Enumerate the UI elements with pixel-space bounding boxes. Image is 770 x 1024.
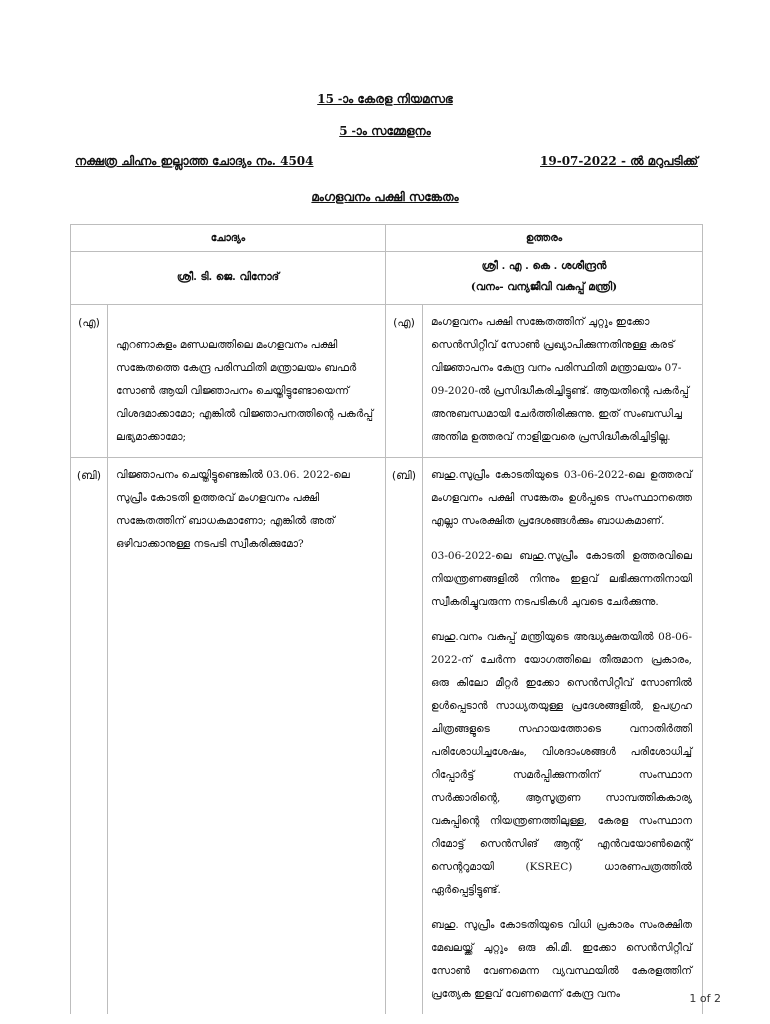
table-header-row bbox=[71, 225, 703, 252]
qa-table bbox=[70, 224, 703, 1014]
question-text: വിജ്ഞാപനം ചെയ്തിട്ടുണ്ടെങ്കിൽ 03.06. 2022-ലെ സുപ്രീം കോടതി ഉത്തരവ് മംഗളവനം പക്ഷി സങ്കേതത്തിന് ബാധകമാണോ; എങ്കിൽ അത് ഒഴിവാക്കാനുള്ള നടപടി സ്വീകരിക്കുമോ? bbox=[108, 458, 386, 1015]
assembly-title: 15 -ാം കേരള നിയമസഭ bbox=[317, 92, 453, 106]
table-row bbox=[71, 305, 703, 458]
question-label: (ബി) bbox=[71, 458, 108, 1015]
question-number: നക്ഷത്ര ചിഹ്നം ഇല്ലാത്ത ചോദ്യം നം. 4504 bbox=[75, 154, 314, 168]
question-text: എറണാകുളം മണ്ഡലത്തിലെ മംഗളവനം പക്ഷി സങ്കേതത്തെ കേന്ദ്ര പരിസ്ഥിതി മന്ത്രാലയം ബഫർ സോൺ ആയി വിജ്ഞാപനം ചെയ്തിട്ടുണ്ടോയെന്ന് വിശദമാക്കാമോ; എങ്കിൽ വിജ്ഞാപനത്തിന്റെ പകർപ്പ് ലഭ്യമാക്കാമോ; bbox=[108, 305, 386, 458]
answer-paragraph: മംഗളവനം പക്ഷി സങ്കേതത്തിന് ചുറ്റും ഇക്കോ സെൻസിറ്റീവ് സോൺ പ്രഖ്യാപിക്കുന്നതിനുള്ള കരട് വിജ്ഞാപനം കേന്ദ്ര വനം പരിസ്ഥിതി മന്ത്രാലയം 07-09-2020-ൽ പ്രസിദ്ധീകരിച്ചിട്ടുണ്ട്. ആയതിന്റെ പകർപ്പ് അനുബന്ധമായി ചേർത്തിരിക്കുന്നു. ഇത് സംബന്ധിച്ച അന്തിമ ഉത്തരവ് നാളിതുവരെ പ്രസിദ്ധീകരിച്ചിട്ടില്ല. bbox=[431, 316, 689, 443]
answer-paragraph: ബഹു.സുപ്രീം കോടതിയുടെ 03-06-2022-ലെ ഉത്തരവ് മംഗളവനം പക്ഷി സങ്കേതം ഉൾപ്പടെ സംസ്ഥാനത്തെ എല്ലാ സംരക്ഷിത പ്രദേശങ്ങൾക്കും ബാധകമാണ്. bbox=[431, 469, 692, 527]
answer-column-header: ഉത്തരം bbox=[386, 225, 703, 252]
asked-by: ശ്രീ. ടി. ജെ. വിനോദ് bbox=[71, 252, 386, 305]
question-column-header: ചോദ്യം bbox=[71, 225, 386, 252]
answer-cell bbox=[423, 305, 703, 458]
subject-title: മംഗളവനം പക്ഷി സങ്കേതം bbox=[311, 190, 459, 204]
answer-cell bbox=[423, 458, 703, 1015]
answer-paragraph: ബഹു.വനം വകുപ്പ് മന്ത്രിയുടെ അദ്ധ്യക്ഷതയിൽ 08-06-2022-ന് ചേർന്ന യോഗത്തിലെ തീരുമാന പ്രകാരം, ഒരു കിലോ മീറ്റർ ഇക്കോ സെൻസിറ്റീവ് സോണിൽ ഉൾപ്പെടാൻ സാധ്യതയുള്ള പ്രദേശങ്ങളിൽ, ഉപഗ്രഹ ചിത്രങ്ങളുടെ സഹായത്തോടെ വനാതിർത്തി പരിശോധിച്ചശേഷം, വിശദാംശങ്ങൾ പരിശോധിച്ച് റിപ്പോർട്ട് സമർപ്പിക്കുന്നതിന് സംസ്ഥാന സർക്കാരിന്റെ, ആസൂത്രണ സാമ്പത്തികകാര്യ വകുപ്പിന്റെ നിയന്ത്രണത്തിലുള്ള, കേരള സംസ്ഥാന റിമോട്ട് സെൻസിങ് ആന്റ് എൻവയോൺമെന്റ് സെന്ററുമായി (KSREC) ധാരണപത്രത്തിൽ ഏർപ്പെട്ടിട്ടുണ്ട്. bbox=[431, 631, 692, 896]
names-row bbox=[71, 252, 703, 305]
answer-date: 19-07-2022 - ൽ മറുപടിക്ക് bbox=[540, 154, 698, 168]
session-title: 5 -ാം സമ്മേളനം bbox=[339, 124, 431, 138]
page-number: 1 of 2 bbox=[689, 992, 721, 1005]
answered-by-cell bbox=[386, 252, 703, 305]
minister-role: (വനം- വന്യജീവി വകുപ്പ് മന്ത്രി) bbox=[470, 281, 618, 293]
table-row bbox=[71, 458, 703, 1015]
answer-label: (എ) bbox=[386, 305, 423, 458]
answer-paragraph: ബഹു. സുപ്രീം കോടതിയുടെ വിധി പ്രകാരം സംരക്ഷിത മേഖലയ്ക്ക് ചുറ്റും ഒരു കി.മീ. ഇക്കോ സെൻസിറ്റീവ് സോൺ വേണമെന്ന വ്യവസ്ഥയിൽ കേരളത്തിന് പ്രത്യേക ഇളവ് വേണമെന്ന് കേന്ദ്ര വനം bbox=[431, 919, 692, 1000]
minister-name: ശ്രീ . എ . കെ . ശശീന്ദ്രൻ bbox=[481, 260, 607, 272]
answer-label: (ബി) bbox=[386, 458, 423, 1015]
answer-paragraph: 03-06-2022-ലെ ബഹു.സുപ്രീം കോടതി ഉത്തരവിലെ നിയന്ത്രണങ്ങളിൽ നിന്നും ഇളവ് ലഭിക്കുന്നതിനായി സ്വീകരിച്ചുവരുന്ന നടപടികൾ ചുവടെ ചേർക്കുന്നു. bbox=[431, 550, 692, 608]
question-label: (എ) bbox=[71, 305, 108, 458]
